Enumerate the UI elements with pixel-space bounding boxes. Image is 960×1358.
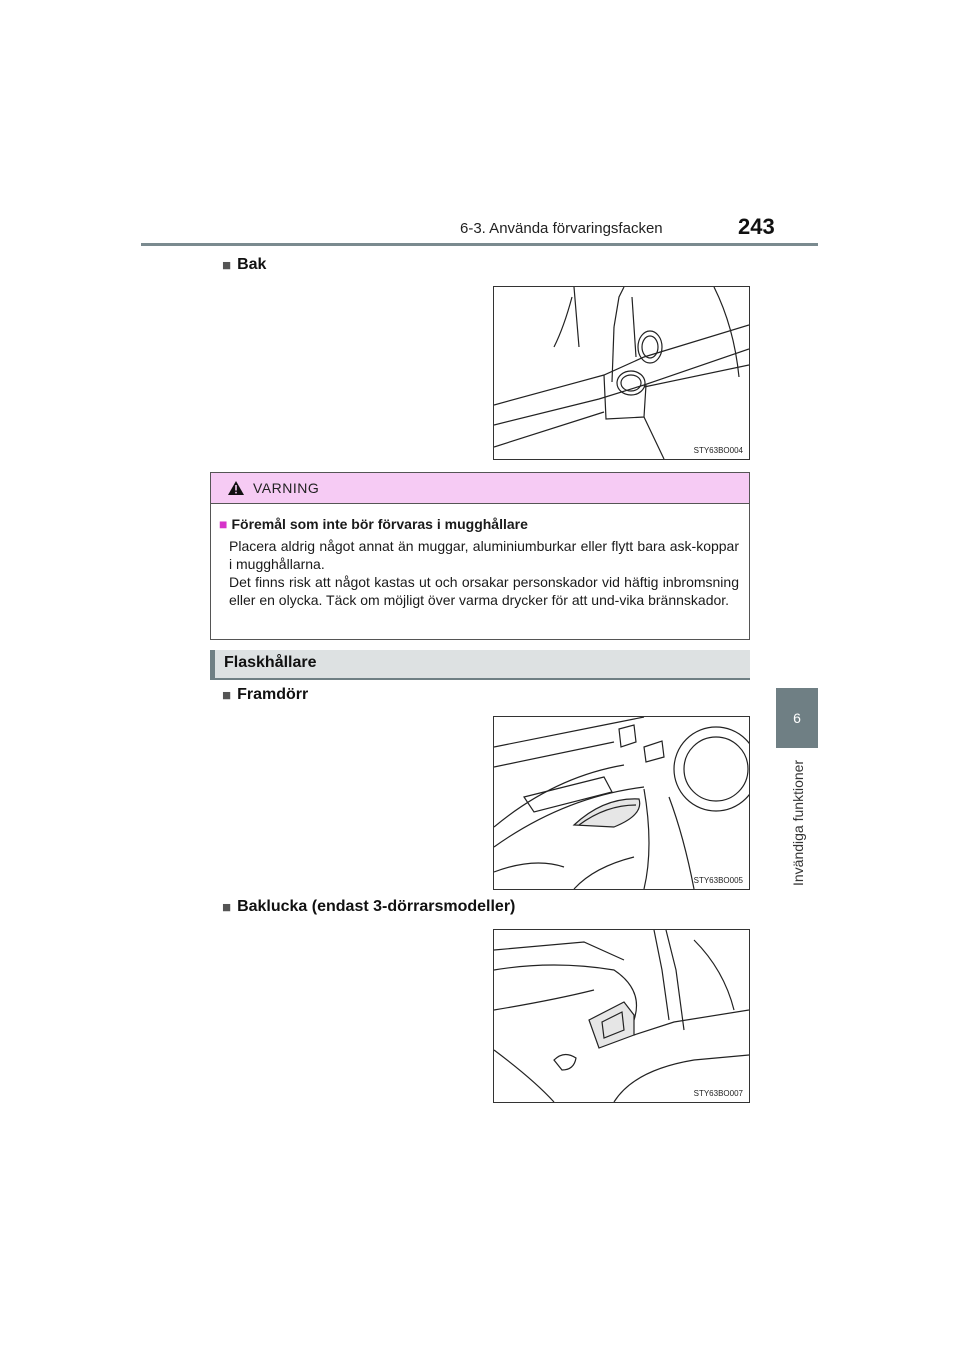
- illustration-code: STY63BO004: [693, 446, 743, 455]
- warning-subheading-text: Föremål som inte bör förvaras i mugghållare: [231, 516, 528, 532]
- warning-paragraph: Placera aldrig något annat än muggar, aluminiumburkar eller flytt bara ask-koppar i mugghållarna.: [229, 538, 739, 572]
- rear-cupholder-drawing: [494, 287, 749, 459]
- illustration-rear-side-bottle-holder: [493, 929, 750, 1103]
- header-rule: [141, 243, 818, 246]
- warning-box: [210, 472, 750, 640]
- header-section-title: 6-3. Använda förvaringsfacken: [460, 220, 663, 237]
- section-title: Flaskhållare: [224, 654, 317, 671]
- rear-side-drawing: [494, 930, 749, 1102]
- square-bullet-icon: ■: [219, 516, 228, 532]
- section-accent: [210, 650, 215, 680]
- warning-paragraph: Det finns risk att något kastas ut och orsakar personskador vid häftig inbromsning eller en olycka. Täck om möjligt över varma drycker för att und-vika brännskador.: [229, 574, 739, 608]
- heading-bak-text: Bak: [237, 256, 267, 273]
- chapter-title-text: Invändiga funktioner: [790, 759, 806, 886]
- heading-bak: [222, 256, 266, 274]
- heading-baklucka-text: Baklucka (endast 3-dörrarsmodeller): [237, 898, 516, 915]
- illustration-code: STY63BO007: [693, 1089, 743, 1098]
- warning-subheading: [219, 516, 749, 532]
- chapter-number: 6: [793, 710, 801, 726]
- heading-framdorr-text: Framdörr: [237, 686, 309, 703]
- illustration-code: STY63BO005: [693, 876, 743, 885]
- warning-body: [229, 537, 739, 609]
- chapter-tab[interactable]: [776, 688, 818, 748]
- illustration-rear-cupholder: [493, 286, 750, 460]
- square-bullet-icon: ■: [222, 256, 232, 274]
- warning-header: [211, 473, 749, 504]
- heading-baklucka: [222, 898, 515, 916]
- page-number: 243: [738, 214, 775, 239]
- front-door-drawing: [494, 717, 749, 889]
- section-bar: [210, 650, 750, 680]
- square-bullet-icon: ■: [222, 898, 232, 916]
- warning-triangle-icon: [227, 480, 245, 496]
- warning-label: VARNING: [253, 480, 320, 496]
- heading-framdorr: [222, 686, 308, 704]
- illustration-front-door-bottle-holder: [493, 716, 750, 890]
- chapter-title: [786, 760, 808, 900]
- square-bullet-icon: ■: [222, 686, 232, 704]
